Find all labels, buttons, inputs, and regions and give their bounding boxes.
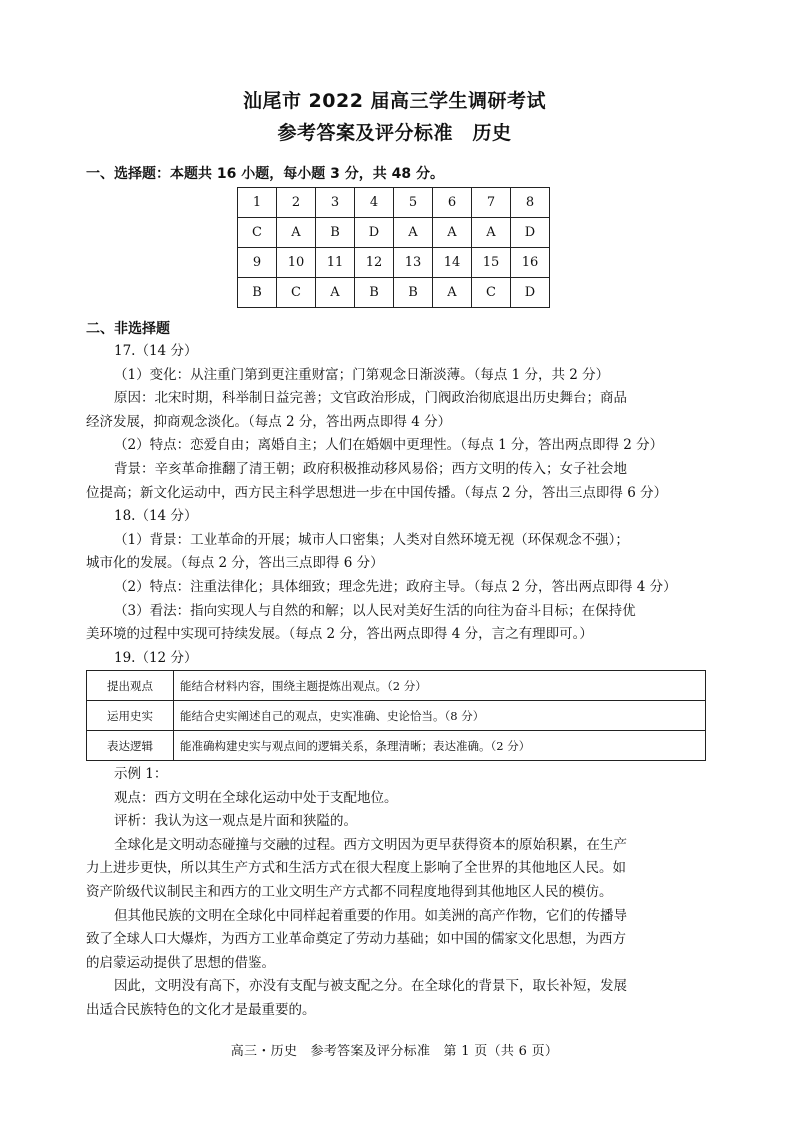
text-line: 出适合民族特色的文化才是最重要的。 — [86, 1001, 316, 1018]
question-number: 18.（14 分） — [114, 508, 198, 525]
page-title: 汕尾市 2022 届高三学生调研考试 — [242, 90, 547, 112]
rubric-item: 表达逻辑 — [87, 731, 174, 761]
table-cell: 4 — [355, 188, 394, 218]
text-line: （2）特点：恋爱自由；离婚自主；人们在婚姻中更理性。（每点 1 分，答出两点即得 2 分） — [114, 437, 664, 454]
table-cell: 11 — [316, 248, 355, 278]
table-cell: A — [433, 218, 472, 248]
text-line: 示例 1： — [114, 766, 168, 782]
table-cell: C — [277, 278, 316, 308]
table-cell: C — [472, 278, 511, 308]
text-line: 位提高；新文化运动中，西方民主科学思想进一步在中国传播。（每点 2 分，答出三点即得 6 分） — [86, 484, 668, 501]
table-cell: 15 — [472, 248, 511, 278]
rubric-desc: 能结合史实阐述自己的观点，史实准确、史论恰当。（8 分） — [174, 701, 706, 731]
table-row — [238, 248, 550, 278]
table-cell: A — [472, 218, 511, 248]
table-row — [87, 731, 706, 761]
table-cell: A — [316, 278, 355, 308]
question-number: 19.（12 分） — [114, 649, 198, 666]
text-line: 因此，文明没有高下，亦没有支配与被支配之分。在全球化的背景下，取长补短，发展 — [114, 978, 627, 995]
table-cell: 3 — [316, 188, 355, 218]
table-cell: 6 — [433, 188, 472, 218]
table-cell: C — [238, 218, 277, 248]
table-cell: D — [511, 218, 550, 248]
table-cell: 13 — [394, 248, 433, 278]
text-line: 但其他民族的文明在全球化中同样起着重要的作用。如美洲的高产作物，它们的传播导 — [114, 907, 627, 924]
rubric-item: 提出观点 — [87, 671, 174, 701]
table-cell: D — [355, 218, 394, 248]
text-line: 致了全球人口大爆炸，为西方工业革命奠定了劳动力基础；如中国的儒家文化思想，为西方 — [86, 931, 626, 948]
section-2-heading: 二、非选择题 — [86, 321, 170, 337]
text-line: 资产阶级代议制民主和西方的工业文明生产方式都不同程度地得到其他地区人民的模仿。 — [86, 883, 613, 900]
table-cell: 1 — [238, 188, 277, 218]
table-cell: 14 — [433, 248, 472, 278]
table-cell: 8 — [511, 188, 550, 218]
text-line: 背景：辛亥革命推翻了清王朝；政府积极推动移风易俗；西方文明的传入；女子社会地 — [114, 460, 627, 477]
table-cell: A — [394, 218, 433, 248]
table-row — [238, 218, 550, 248]
text-line: 力上进步更快，所以其生产方式和生活方式在很大程度上影响了全世界的其他地区人民。如 — [86, 860, 626, 877]
text-line: （1）背景：工业革命的开展；城市人口密集；人类对自然环境无视（环保观念不强）； — [114, 531, 629, 548]
table-row — [238, 278, 550, 308]
text-line: （2）特点：注重法律化；具体细致；理念先进；政府主导。（每点 2 分，答出两点即得 4 分） — [114, 578, 677, 595]
section-2-body — [86, 340, 706, 670]
table-cell: 10 — [277, 248, 316, 278]
table-cell: A — [433, 278, 472, 308]
table-row — [238, 188, 550, 218]
text-line: 原因：北宋时期，科举制日益完善；文官政治形成，门阀政治彻底退出历史舞台；商品 — [114, 390, 627, 407]
text-line: 的启蒙运动提供了思想的借鉴。 — [86, 954, 275, 971]
rubric-desc: 能准确构建史实与观点间的逻辑关系，条理清晰；表达准确。（2 分） — [174, 731, 706, 761]
table-cell: 9 — [238, 248, 277, 278]
answer-table — [237, 187, 550, 308]
text-line: 评析：我认为这一观点是片面和狭隘的。 — [114, 813, 357, 830]
text-line: （3）看法：指向实现人与自然的和解；以人民对美好生活的向往为奋斗目标；在保持优 — [114, 602, 636, 619]
table-cell: 12 — [355, 248, 394, 278]
rubric-item: 运用史实 — [87, 701, 174, 731]
page-footer: 高三・历史 参考答案及评分标准 第 1 页（共 6 页） — [230, 1044, 559, 1059]
table-cell: 7 — [472, 188, 511, 218]
table-cell: 5 — [394, 188, 433, 218]
text-line: 观点：西方文明在全球化运动中处于支配地位。 — [114, 789, 398, 806]
table-cell: B — [238, 278, 277, 308]
example-body — [86, 763, 706, 1023]
rubric-table — [86, 670, 706, 761]
table-row — [87, 671, 706, 701]
table-cell: D — [511, 278, 550, 308]
table-cell: 2 — [277, 188, 316, 218]
text-line: 经济发展，抑商观念淡化。（每点 2 分，答出两点即得 4 分） — [86, 413, 452, 430]
table-cell: B — [355, 278, 394, 308]
text-line: 全球化是文明动态碰撞与交融的过程。西方文明因为更早获得资本的原始积累，在生产 — [114, 836, 627, 853]
question-number: 17.（14 分） — [114, 343, 198, 359]
table-cell: B — [316, 218, 355, 248]
table-cell: 16 — [511, 248, 550, 278]
table-row — [87, 701, 706, 731]
section-1-heading: 一、选择题：本题共 16 小题，每小题 3 分，共 48 分。 — [86, 166, 444, 182]
rubric-desc: 能结合材料内容，围绕主题提炼出观点。（2 分） — [174, 671, 706, 701]
table-cell: A — [277, 218, 316, 248]
text-line: 城市化的发展。（每点 2 分，答出三点即得 6 分） — [86, 555, 384, 572]
text-line: （1）变化：从注重门第到更注重财富；门第观念日渐淡薄。（每点 1 分，共 2 分） — [114, 366, 610, 383]
page-subtitle: 参考答案及评分标准 历史 — [277, 122, 512, 144]
table-cell: B — [394, 278, 433, 308]
text-line: 美环境的过程中实现可持续发展。（每点 2 分，答出两点即得 4 分，言之有理即可。） — [86, 626, 593, 643]
